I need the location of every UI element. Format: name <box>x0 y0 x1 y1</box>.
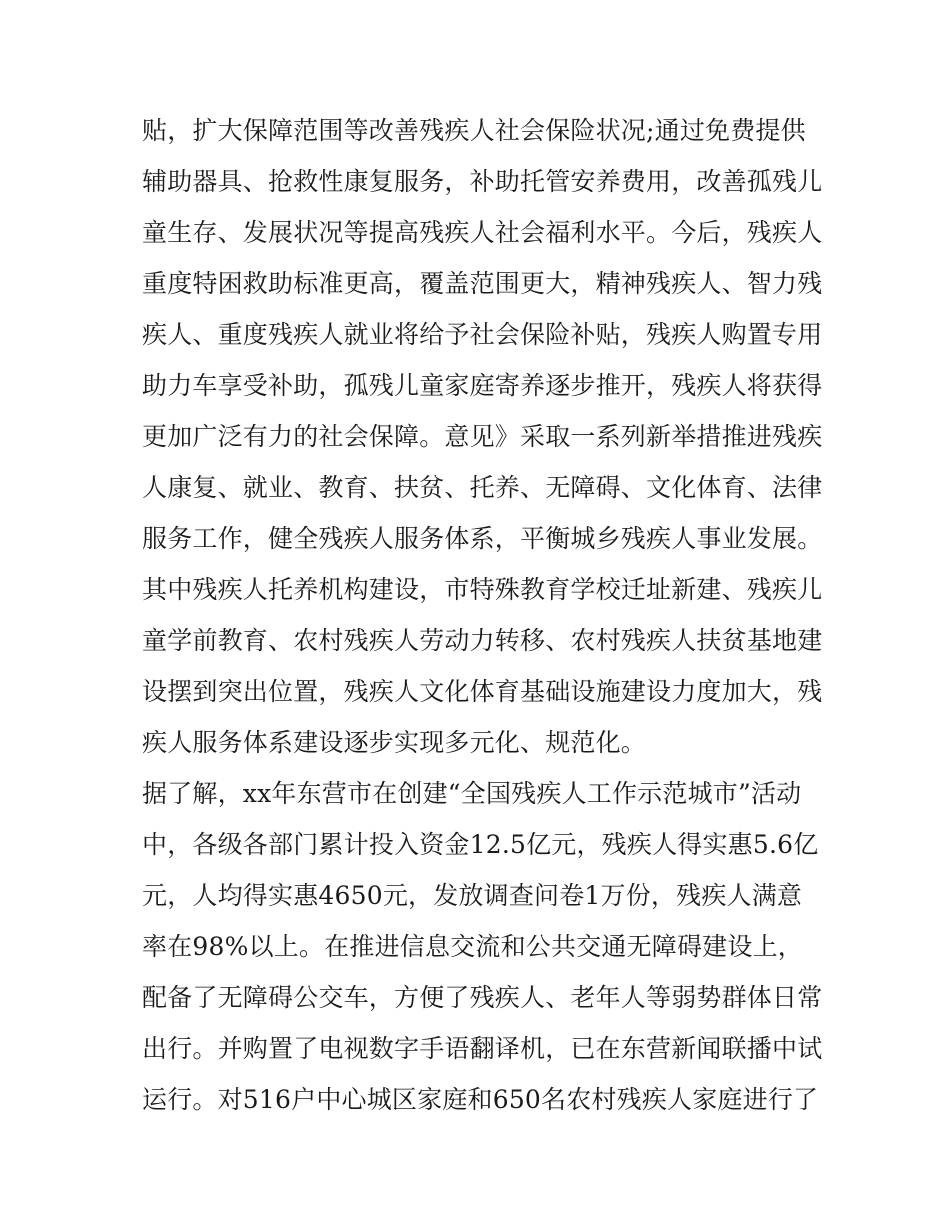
text-line: 童学前教育、农村残疾人劳动力转移、农村残疾人扶贫基地建 <box>142 626 823 655</box>
text-line: 运行。对516户中心城区家庭和650名农村残疾人家庭进行了 <box>142 1085 819 1114</box>
text-line: 出行。并购置了电视数字手语翻译机，已在东营新闻联播中试 <box>142 1034 823 1063</box>
text-line: 重度特困救助标准更高，覆盖范围更大，精神残疾人、智力残 <box>142 269 823 298</box>
text-line: 中，各级各部门累计投入资金12.5亿元，残疾人得实惠5.6亿 <box>142 830 819 859</box>
text-line: 助力车享受补助，孤残儿童家庭寄养逐步推开，残疾人将获得 <box>142 371 823 400</box>
text-line: 元，人均得实惠4650元，发放调查问卷1万份，残疾人满意 <box>142 881 803 910</box>
text-line: 疾人、重度残疾人就业将给予社会保险补贴，残疾人购置专用 <box>142 320 823 349</box>
text-line: 服务工作，健全残疾人服务体系，平衡城乡残疾人事业发展。 <box>142 524 823 553</box>
text-line: 贴，扩大保障范围等改善残疾人社会保险状况;通过免费提供 <box>142 116 806 145</box>
text-line: 设摆到突出位置，残疾人文化体育基础设施建设力度加大，残 <box>142 677 823 706</box>
text-line: 据了解，xx年东营市在创建“全国残疾人工作示范城市”活动 <box>142 779 802 808</box>
text-line: 辅助器具、抢救性康复服务，补助托管安养费用，改善孤残儿 <box>142 167 823 196</box>
text-line: 更加广泛有力的社会保障。意见》采取一系列新举措推进残疾 <box>142 422 823 451</box>
text-line: 率在98%以上。在推进信息交流和公共交通无障碍建设上， <box>142 932 803 961</box>
text-line: 童生存、发展状况等提高残疾人社会福利水平。今后，残疾人 <box>142 218 823 247</box>
body-text <box>142 105 822 1125</box>
text-line: 疾人服务体系建设逐步实现多元化、规范化。 <box>142 728 647 757</box>
text-line: 配备了无障碍公交车，方便了残疾人、老年人等弱势群体日常 <box>142 983 823 1012</box>
text-line: 人康复、就业、教育、扶贫、托养、无障碍、文化体育、法律 <box>142 473 823 502</box>
text-line: 其中残疾人托养机构建设，市特殊教育学校迁址新建、残疾儿 <box>142 575 823 604</box>
